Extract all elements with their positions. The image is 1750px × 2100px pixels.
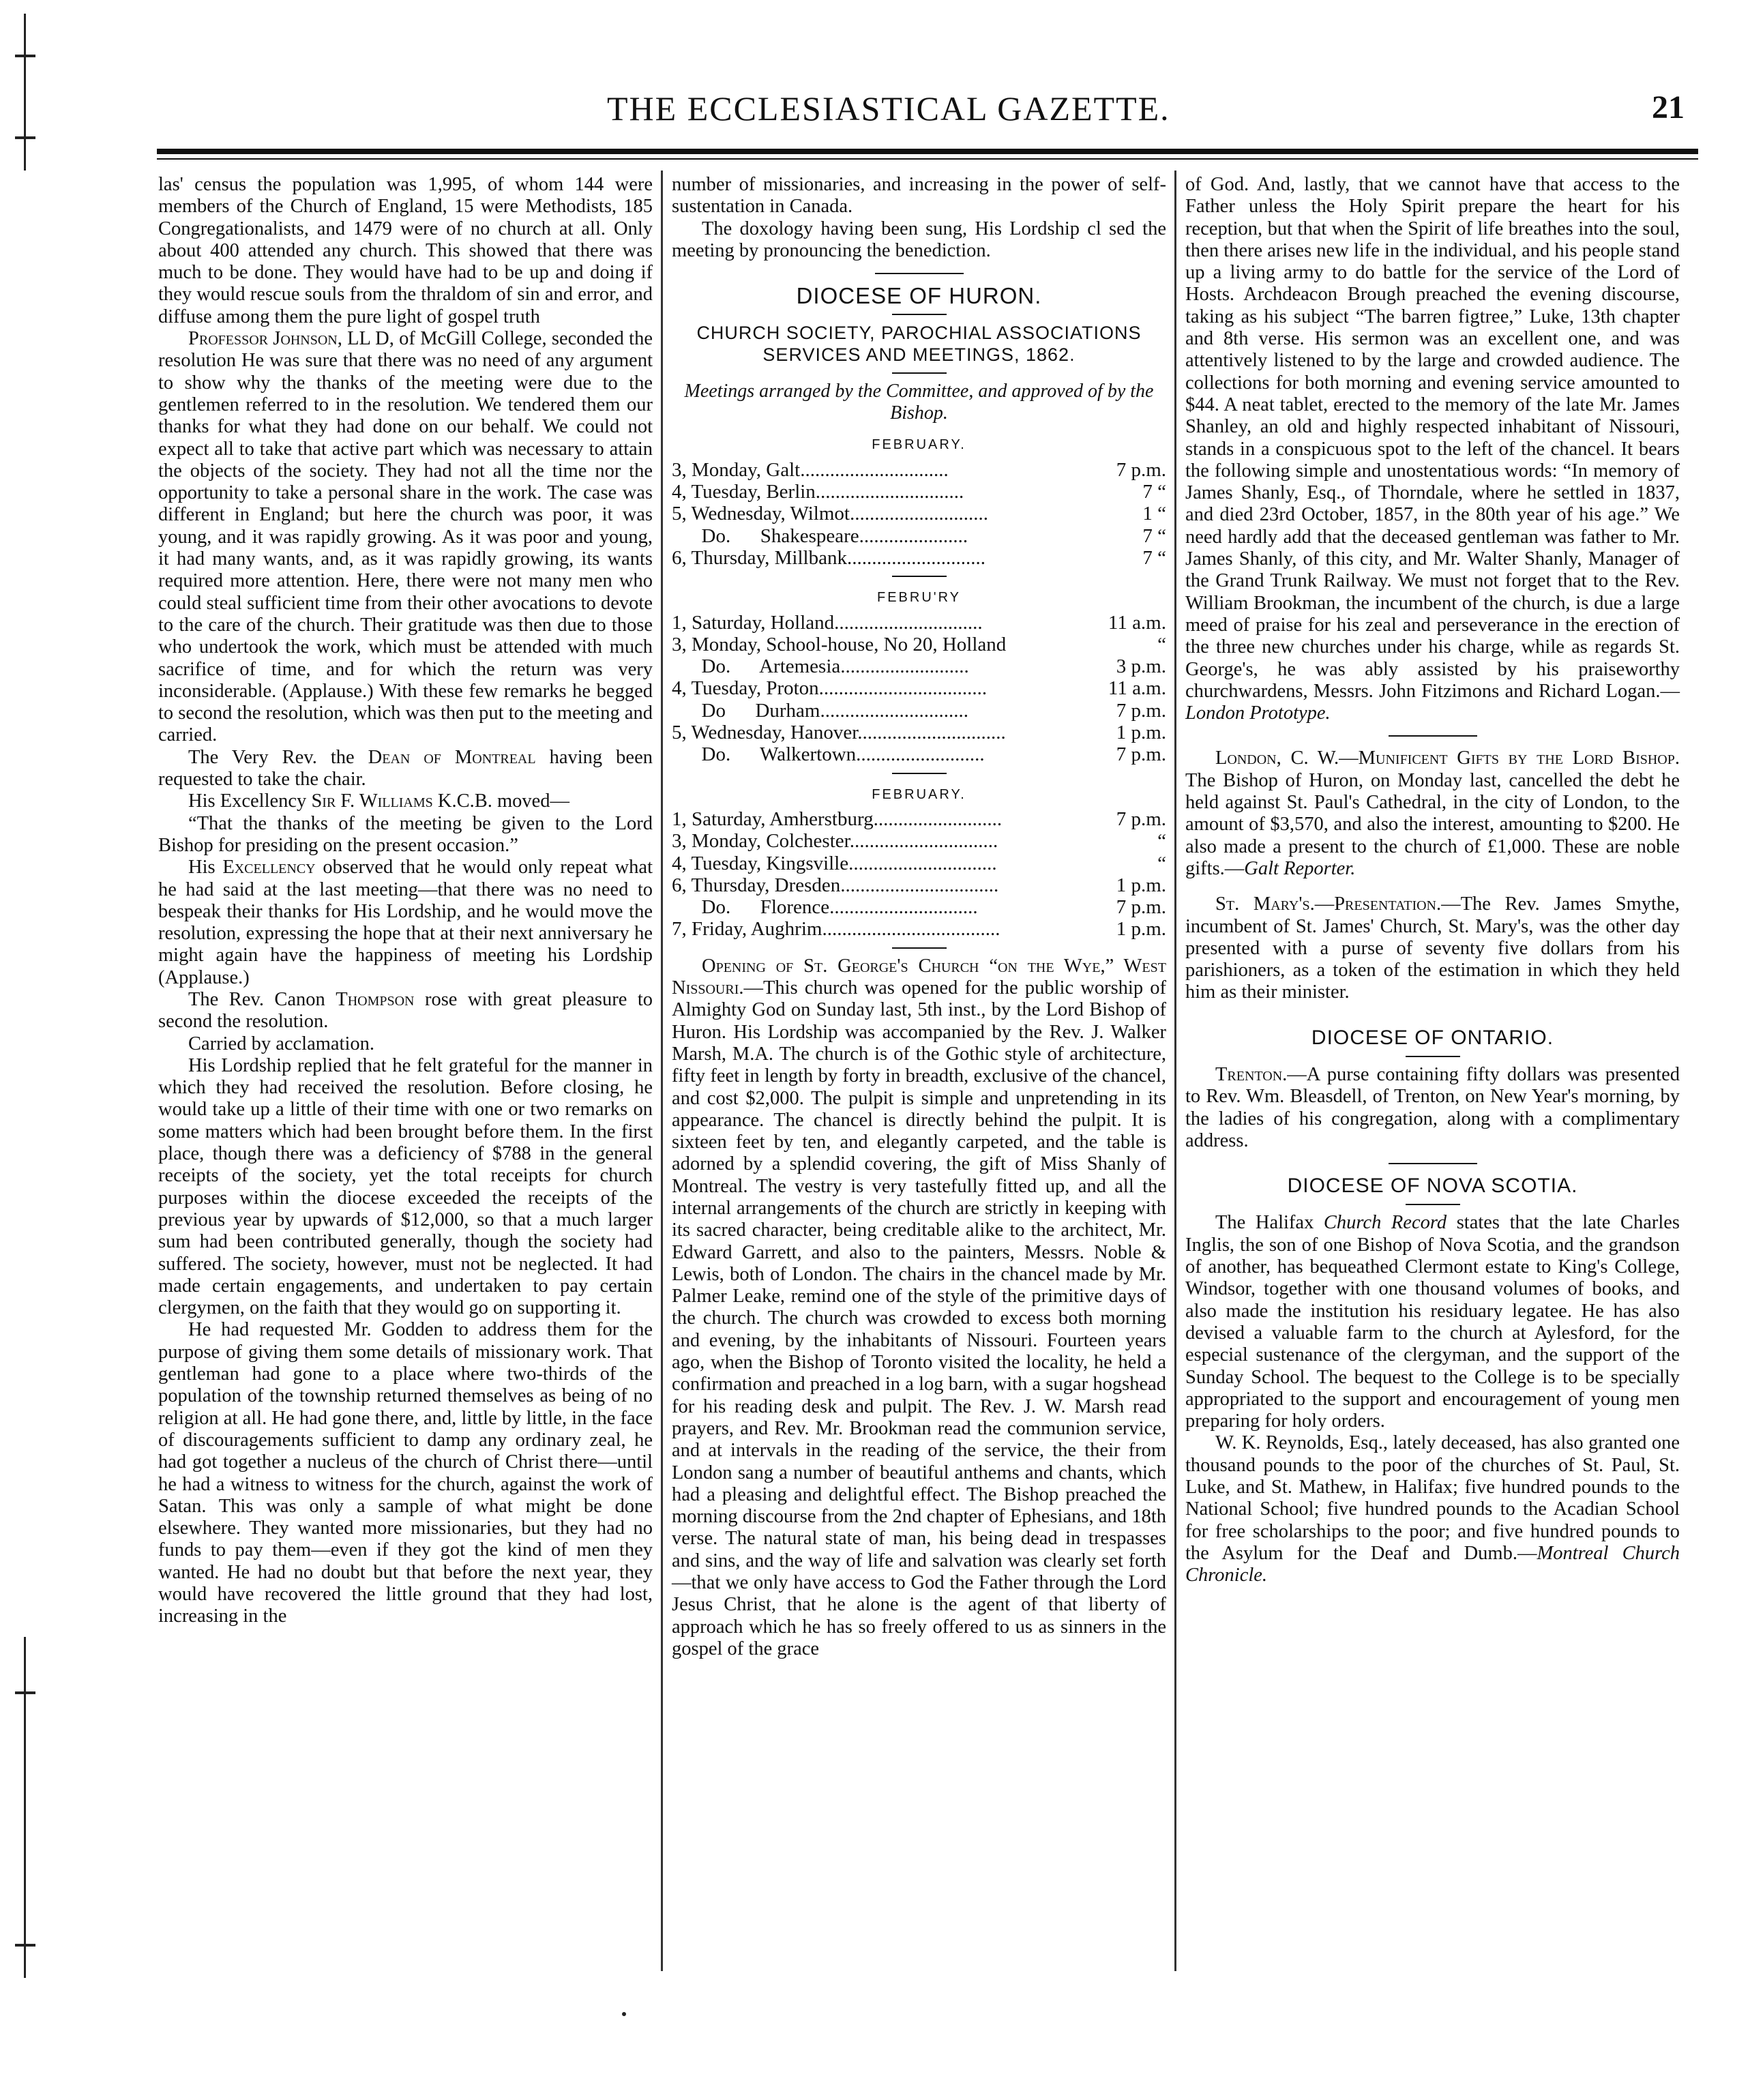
binding-mark-top — [15, 14, 35, 171]
binding-mark-bottom — [15, 1637, 35, 1978]
speaker-name: Excellency — [222, 857, 316, 878]
section-rule — [892, 773, 947, 774]
schedule-event: Do. Shakespeare...................... — [672, 524, 968, 547]
schedule-row — [672, 634, 1166, 655]
section-subheading: CHURCH SOCIETY, PAROCHIAL ASSOCIATIONS SERVICES AND MEETINGS, 1862. — [696, 323, 1142, 366]
paragraph: number of missionaries, and increasing in the power of self-sustentation in Canada. — [672, 174, 1166, 218]
paragraph-text: W. K. Reynolds, Esq., lately deceased, has also granted one thousand pounds to the poor of the churches of St. Paul, St. Luke, and St. Mathew, in Halifax; five hundred pounds to the National School; five hundred pounds to the Acadian School for free scholarships to the poor; and five hundred pounds to the Asylum for the Deaf and Dumb.— — [1185, 1432, 1680, 1564]
paragraph-text: The Halifax — [1215, 1212, 1324, 1234]
paragraph: His Lordship replied that he felt grateful for the manner in which they had received the resolution. Before closing, he would take up a little of their time with one or two remarks on some matters which had been brought before them. In the first place, though there was a deficiency of $788 in the general receipts of the society, yet the total receipts for church purposes within the diocese exceeded the receipts of the previous year by upwards of $12,000, so that a much larger sum had been contributed generally, though the society had suffered. The society, however, must not be neglected. It had made certain engagements, and undertaken to pay certain clergymen, on the faith that they would go on supporting it. — [158, 1054, 653, 1319]
print-speck — [622, 2012, 626, 2016]
section-heading-huron: DIOCESE OF HURON. — [796, 283, 1042, 309]
schedule-event: 1, Saturday, Holland.............................. — [672, 611, 983, 634]
schedule-event: Do. Walkertown.......................... — [672, 743, 985, 766]
schedule-event: Do. Artemesia.......................... — [672, 655, 969, 678]
schedule-row — [672, 677, 1166, 699]
schedule-row — [672, 853, 1166, 874]
schedule-time: 7 p.m. — [1116, 458, 1166, 481]
paragraph — [158, 790, 653, 812]
paragraph — [158, 857, 653, 989]
schedule-event: 3, Monday, School-house, No 20, Holland — [672, 633, 1007, 655]
speaker-name: Sir F. Williams — [311, 790, 433, 812]
column-1 — [158, 174, 653, 1628]
header-rule-thin — [157, 158, 1698, 160]
schedule-month: FEBRUARY. — [872, 786, 966, 802]
page-number: 21 — [1652, 89, 1685, 125]
schedule-event: 7, Friday, Aughrim.................................... — [672, 918, 1000, 941]
schedule-time: 7 “ — [1142, 546, 1166, 569]
schedule-event: Do. Florence.............................. — [672, 896, 978, 919]
paragraph-text: —A purse containing fifty dollars was presented to Rev. Wm. Bleasdell, of Trenton, on New Year's morning, by the ladies of his congregation, along with a complimentary address. — [1185, 1063, 1680, 1151]
paragraph — [1185, 174, 1680, 724]
schedule-event: 6, Thursday, Dresden................................ — [672, 874, 999, 896]
source-credit: Galt Reporter. — [1244, 857, 1356, 879]
paragraph — [1185, 748, 1680, 880]
schedule-event: Do Durham.............................. — [672, 699, 968, 722]
schedule-row — [672, 503, 1166, 524]
schedule-note: Meetings arranged by the Committee, and approved of by the Bishop. — [684, 381, 1154, 424]
schedule-time: 11 a.m. — [1108, 677, 1166, 700]
paragraph-text: K.C.B. moved— — [432, 790, 570, 812]
paragraph — [1185, 1064, 1680, 1152]
schedule-row — [672, 459, 1166, 481]
schedule-list — [672, 459, 1166, 569]
schedule-row — [672, 808, 1166, 830]
column-divider-2 — [1174, 171, 1176, 1971]
article-lead: London, C. W.—Munificent Gifts by the Lord Bishop. — [1215, 748, 1680, 769]
schedule-time: 1 p.m. — [1116, 722, 1166, 744]
paragraph: “That the thanks of the meeting be given to the Lord Bishop for presiding on the present occasion.” — [158, 812, 653, 856]
schedule-time: 1 “ — [1142, 503, 1166, 525]
column-3 — [1185, 174, 1680, 1587]
section-heading-ontario: DIOCESE OF ONTARIO. — [1311, 1026, 1554, 1049]
schedule-row — [672, 830, 1166, 852]
schedule-event: 6, Thursday, Millbank............................ — [672, 546, 985, 569]
schedule-row — [672, 722, 1166, 743]
publication-name: Church Record — [1323, 1212, 1447, 1234]
schedule-time: 7 “ — [1142, 481, 1166, 503]
source-credit: London Prototype. — [1185, 703, 1331, 724]
schedule-row — [672, 874, 1166, 896]
schedule-row — [672, 655, 1166, 677]
schedule-event: 4, Tuesday, Kingsville.............................. — [672, 852, 997, 874]
paragraph — [1185, 1432, 1680, 1586]
section-heading-nova-scotia: DIOCESE OF NOVA SCOTIA. — [1287, 1174, 1578, 1198]
schedule-row — [672, 525, 1166, 547]
schedule-time: 7 “ — [1142, 524, 1166, 547]
schedule-time: 3 p.m. — [1116, 655, 1166, 678]
paragraph-text: of God. And, lastly, that we cannot have that access to the Father unless the Holy Spirit prepare the heart for his reception, but that when the Spirit of life breathes into the soul, then there arises new life in the individual, and his people stand up a living army to do battle for the service of the Lord of Hosts. Archdeacon Brough preached the evening discourse, taking as his subject “The barren figtree,” Luke, 13th chapter and 8th verse. His sermon was an excellent one, and was attentively listened to by the large and crowded audience. The collections for both morning and evening service amounted to $44. A neat tablet, erected to the memory of the late Mr. James Shanley, an old and highly respected inhabitant of Nissouri, stands in a conspicuous spot to the left of the chancel. It bears the following simple and unostentatious words: “In memory of James Shanly, Esq., of Thorndale, where he settled in 1837, and died 23rd October, 1857, in the 80th year of his age.” We need hardly add that the deceased gentleman was father to Mr. James Shanly, of this city, and Mr. Walter Shanly, Manager of the Grand Trunk Railway. We must not forget that to the Rev. William Brookman, the incumbent of the church, is due a large meed of praise for his zeal and perseverance in the erection of the three new churches under his charge, while as regards St. George's, he was ably assisted by his praiseworthy churchwardens, Messrs. John Fitzimons and Richard Logan.— — [1185, 174, 1680, 702]
paragraph-text: —The Rev. James Smythe, incumbent of St. James' Church, St. Mary's, was the other day presented with a purse of seventy five dollars from his parishioners, as a token of the estimation in which they held him as their minister. — [1185, 893, 1680, 1003]
page-header — [157, 89, 1698, 136]
paragraph: He had requested Mr. Godden to address them for the purpose of giving them some details of missionary work. That gentleman had gone to a place where two-thirds of the population of the township returned themselves as being of no religion at all. He had gone there, and, little by little, in the face of discouragements sufficient to damp any ordinary zeal, he had got together a nucleus of the church of Christ there—until he had a witness to witness for the church, against the work of Satan. This was only a sample of what might be done elsewhere. They wanted more missionaries, but they had no funds to pay them—even if they got the kind of men they wanted. He had no doubt but that before the next year, they would have recovered the little ground that they had lost, increasing in the — [158, 1319, 653, 1627]
section-rule — [1406, 1204, 1460, 1205]
article-lead: Opening of St. George's Church “on the Wye,” West Nissouri. — [672, 955, 1166, 999]
paragraph: Carried by acclamation. — [188, 1033, 375, 1054]
schedule-list — [672, 808, 1166, 941]
schedule-time: 7 p.m. — [1116, 896, 1166, 919]
schedule-event: 4, Tuesday, Proton.................................. — [672, 677, 988, 700]
paragraph-text: The Bishop of Huron, on Monday last, cancelled the debt he held against St. Paul's Cathedral, in the city of London, to the amount of $3,570, and also the interest, amounting to $200. He also made a present to the church of £1,000. These are noble gifts.— — [1185, 769, 1680, 879]
article-lead: St. Mary's.—Presentation. — [1215, 893, 1442, 915]
paragraph-text: His Excellency — [188, 790, 312, 812]
speaker-name: Dean of Montreal — [368, 746, 536, 768]
schedule-event: 4, Tuesday, Berlin.............................. — [672, 481, 964, 503]
schedule-month: FEBRUARY. — [872, 437, 966, 453]
section-rule — [892, 576, 947, 577]
section-rule — [892, 314, 947, 315]
schedule-row — [672, 700, 1166, 722]
schedule-event: 1, Saturday, Amherstburg.......................... — [672, 808, 1003, 830]
paragraph-text: rose with great pleasure to second the resolution. — [158, 988, 653, 1033]
section-rule — [1389, 735, 1477, 737]
speaker-name: Professor Johnson, LL D, — [188, 328, 394, 350]
gazette-title: THE ECCLESIASTICAL GAZETTE. — [607, 89, 1170, 128]
speaker-name: Thompson — [336, 988, 415, 1010]
paragraph — [672, 956, 1166, 1661]
schedule-row — [672, 896, 1166, 918]
section-rule — [875, 273, 964, 274]
column-divider-1 — [661, 171, 663, 1971]
schedule-time: “ — [1157, 830, 1166, 853]
schedule-event: 3, Monday, Galt.............................. — [672, 458, 949, 481]
schedule-list — [672, 612, 1166, 766]
schedule-time: 11 a.m. — [1108, 611, 1166, 634]
schedule-time: 7 p.m. — [1116, 743, 1166, 766]
column-2 — [672, 174, 1166, 1660]
paragraph-text: His — [188, 857, 223, 878]
schedule-row — [672, 547, 1166, 569]
paragraph-text: of McGill College, seconded the resolution He was sure that there was no need of any argument to show why the thanks of the meeting were due to the gentlemen referred to in the resolution. We tendered them our thanks for what they had done on our behalf. We could not expect all to take that active part which was necessary to attain the objects of the society. They had not all the time nor the opportunity to take a personal share in the work. The case was different in England; but here the church was poor, it was young, and it was rapidly growing. As it was poor and young, it had many wants, and, as it was rapidly growing, its wants required more attention. Here, there were not many men who could steal sufficient time from their other avocations to devote to the care of the church. Their gratitude was then due to those who undertook the work, which must be attended with much sacrifice of time, and for which the return was very inconsiderable. (Applause.) With these few remarks he begged to second the resolution, which was then put to the meeting and carried. — [158, 328, 653, 746]
schedule-time: “ — [1157, 852, 1166, 874]
section-rule — [1389, 1163, 1477, 1164]
schedule-event: 3, Monday, Colchester.............................. — [672, 830, 998, 853]
header-rule-thick — [157, 149, 1698, 154]
paragraph — [1185, 893, 1680, 1003]
schedule-event: 5, Wednesday, Wilmot............................ — [672, 503, 988, 525]
paragraph — [1185, 1212, 1680, 1432]
paragraph — [158, 328, 653, 747]
source-credit: Montreal Church Chronicle. — [1185, 1542, 1680, 1586]
paragraph-text: observed that he would only repeat what he had said at the last meeting—that there was no need to bespeak their thanks for His Lordship, and he would move the resolution, expressing the hope that at their next anniversary he might again have the happiness of meeting his Lordship (Applause.) — [158, 857, 653, 988]
schedule-row — [672, 481, 1166, 503]
paragraph — [158, 747, 653, 791]
paragraph-text: The Rev. Canon — [188, 988, 336, 1010]
schedule-time: “ — [1157, 633, 1166, 655]
schedule-time: 7 p.m. — [1116, 808, 1166, 830]
schedule-time: 1 p.m. — [1116, 874, 1166, 896]
schedule-event: 5, Wednesday, Hanover.............................. — [672, 722, 1006, 744]
section-rule — [892, 947, 947, 949]
paragraph: las' census the population was 1,995, of whom 144 were members of the Church of England, 15 were Methodists, 185 Congregationalists, and 1479 were of no church at all. Only about 400 attended any church. This showed that there was much to be done. They would have had to be up and doing if they would rescue souls from the thraldom of sin and error, and diffuse among them the pure light of gospel truth — [158, 174, 653, 327]
paragraph: The doxology having been sung, His Lordship cl sed the meeting by pronouncing the benediction. — [672, 218, 1166, 261]
schedule-row — [672, 743, 1166, 765]
paragraph — [158, 989, 653, 1033]
paragraph-text: —This church was opened for the public worship of Almighty God on Sunday last, 5th inst., by the Lord Bishop of Huron. His Lordship was accompanied by the Rev. J. Walker Marsh, M.A. The church is of the Gothic style of architecture, fifty feet in length by forty in breadth, exclusive of the chancel, and cost $2,000. The pulpit is simple and unpretending in its appearance. The chancel is directly behind the pulpit. It is sixteen feet by ten, and elegantly carpeted, and the table is adorned by a splendid covering, the gift of Miss Shanly of Montreal. The vestry is very tastefully fitted up, and all the internal arrangements of the church are strictly in keeping with its sacred character, being creditable alike to the architect, Mr. Edward Garrett, and also to the painters, Messrs. Noble & Lewis, both of London. The chairs in the chancel made by Mr. Palmer Leake, remind one of the style of the primitive days of the church. The church was crowded to excess both morning and evening, by the inhabitants of Nissouri. Fourteen years ago, when the Bishop of Toronto visited the locality, he held a confirmation and preached in a log barn, with a sugar hogshead for his reading desk and pulpit. The Rev. J. W. Marsh read prayers, and Rev. Mr. Brookman read the communion service, and at intervals in the reading of the service, the their from London sang a number of beautiful anthems and chants, which had a pleasing and delightful effect. The Bishop preached the morning discourse from the 2nd chapter of Ephesians, and 18th verse. The natural state of man, his being dead in trespasses and sins, and the way of life and salvation was clearly set forth—that we only have access to God the Father through the Lord Jesus Christ, that he alone is the agent of that liberty of approach which he has so freely offered to us as sinners in the gospel of the grace — [672, 977, 1166, 1659]
paragraph-text: states that the late Charles Inglis, the son of one Bishop of Nova Scotia, and the grandson of another, has bequeathed Clermont estate to King's College, Windsor, together with one thousand volumes of books, and also made the institution his residuary legatee. He has also devised a valuable farm to the church at Aylesford, for the especial sustenance of the clergyman, and the support of the Sunday School. The bequest to the College is to be specially appropriated to the support and encouragement of young men preparing for holy orders. — [1185, 1212, 1680, 1432]
schedule-row — [672, 918, 1166, 940]
section-rule — [1406, 1056, 1460, 1057]
schedule-time: 7 p.m. — [1116, 699, 1166, 722]
schedule-row — [672, 612, 1166, 634]
schedule-time: 1 p.m. — [1116, 918, 1166, 941]
paragraph-text: having been requested to take the chair. — [158, 746, 653, 790]
section-rule — [892, 372, 947, 374]
article-lead: Trenton. — [1215, 1063, 1288, 1085]
schedule-month: FEBRU'RY — [876, 590, 962, 606]
paragraph-text: The Very Rev. the — [188, 746, 368, 768]
